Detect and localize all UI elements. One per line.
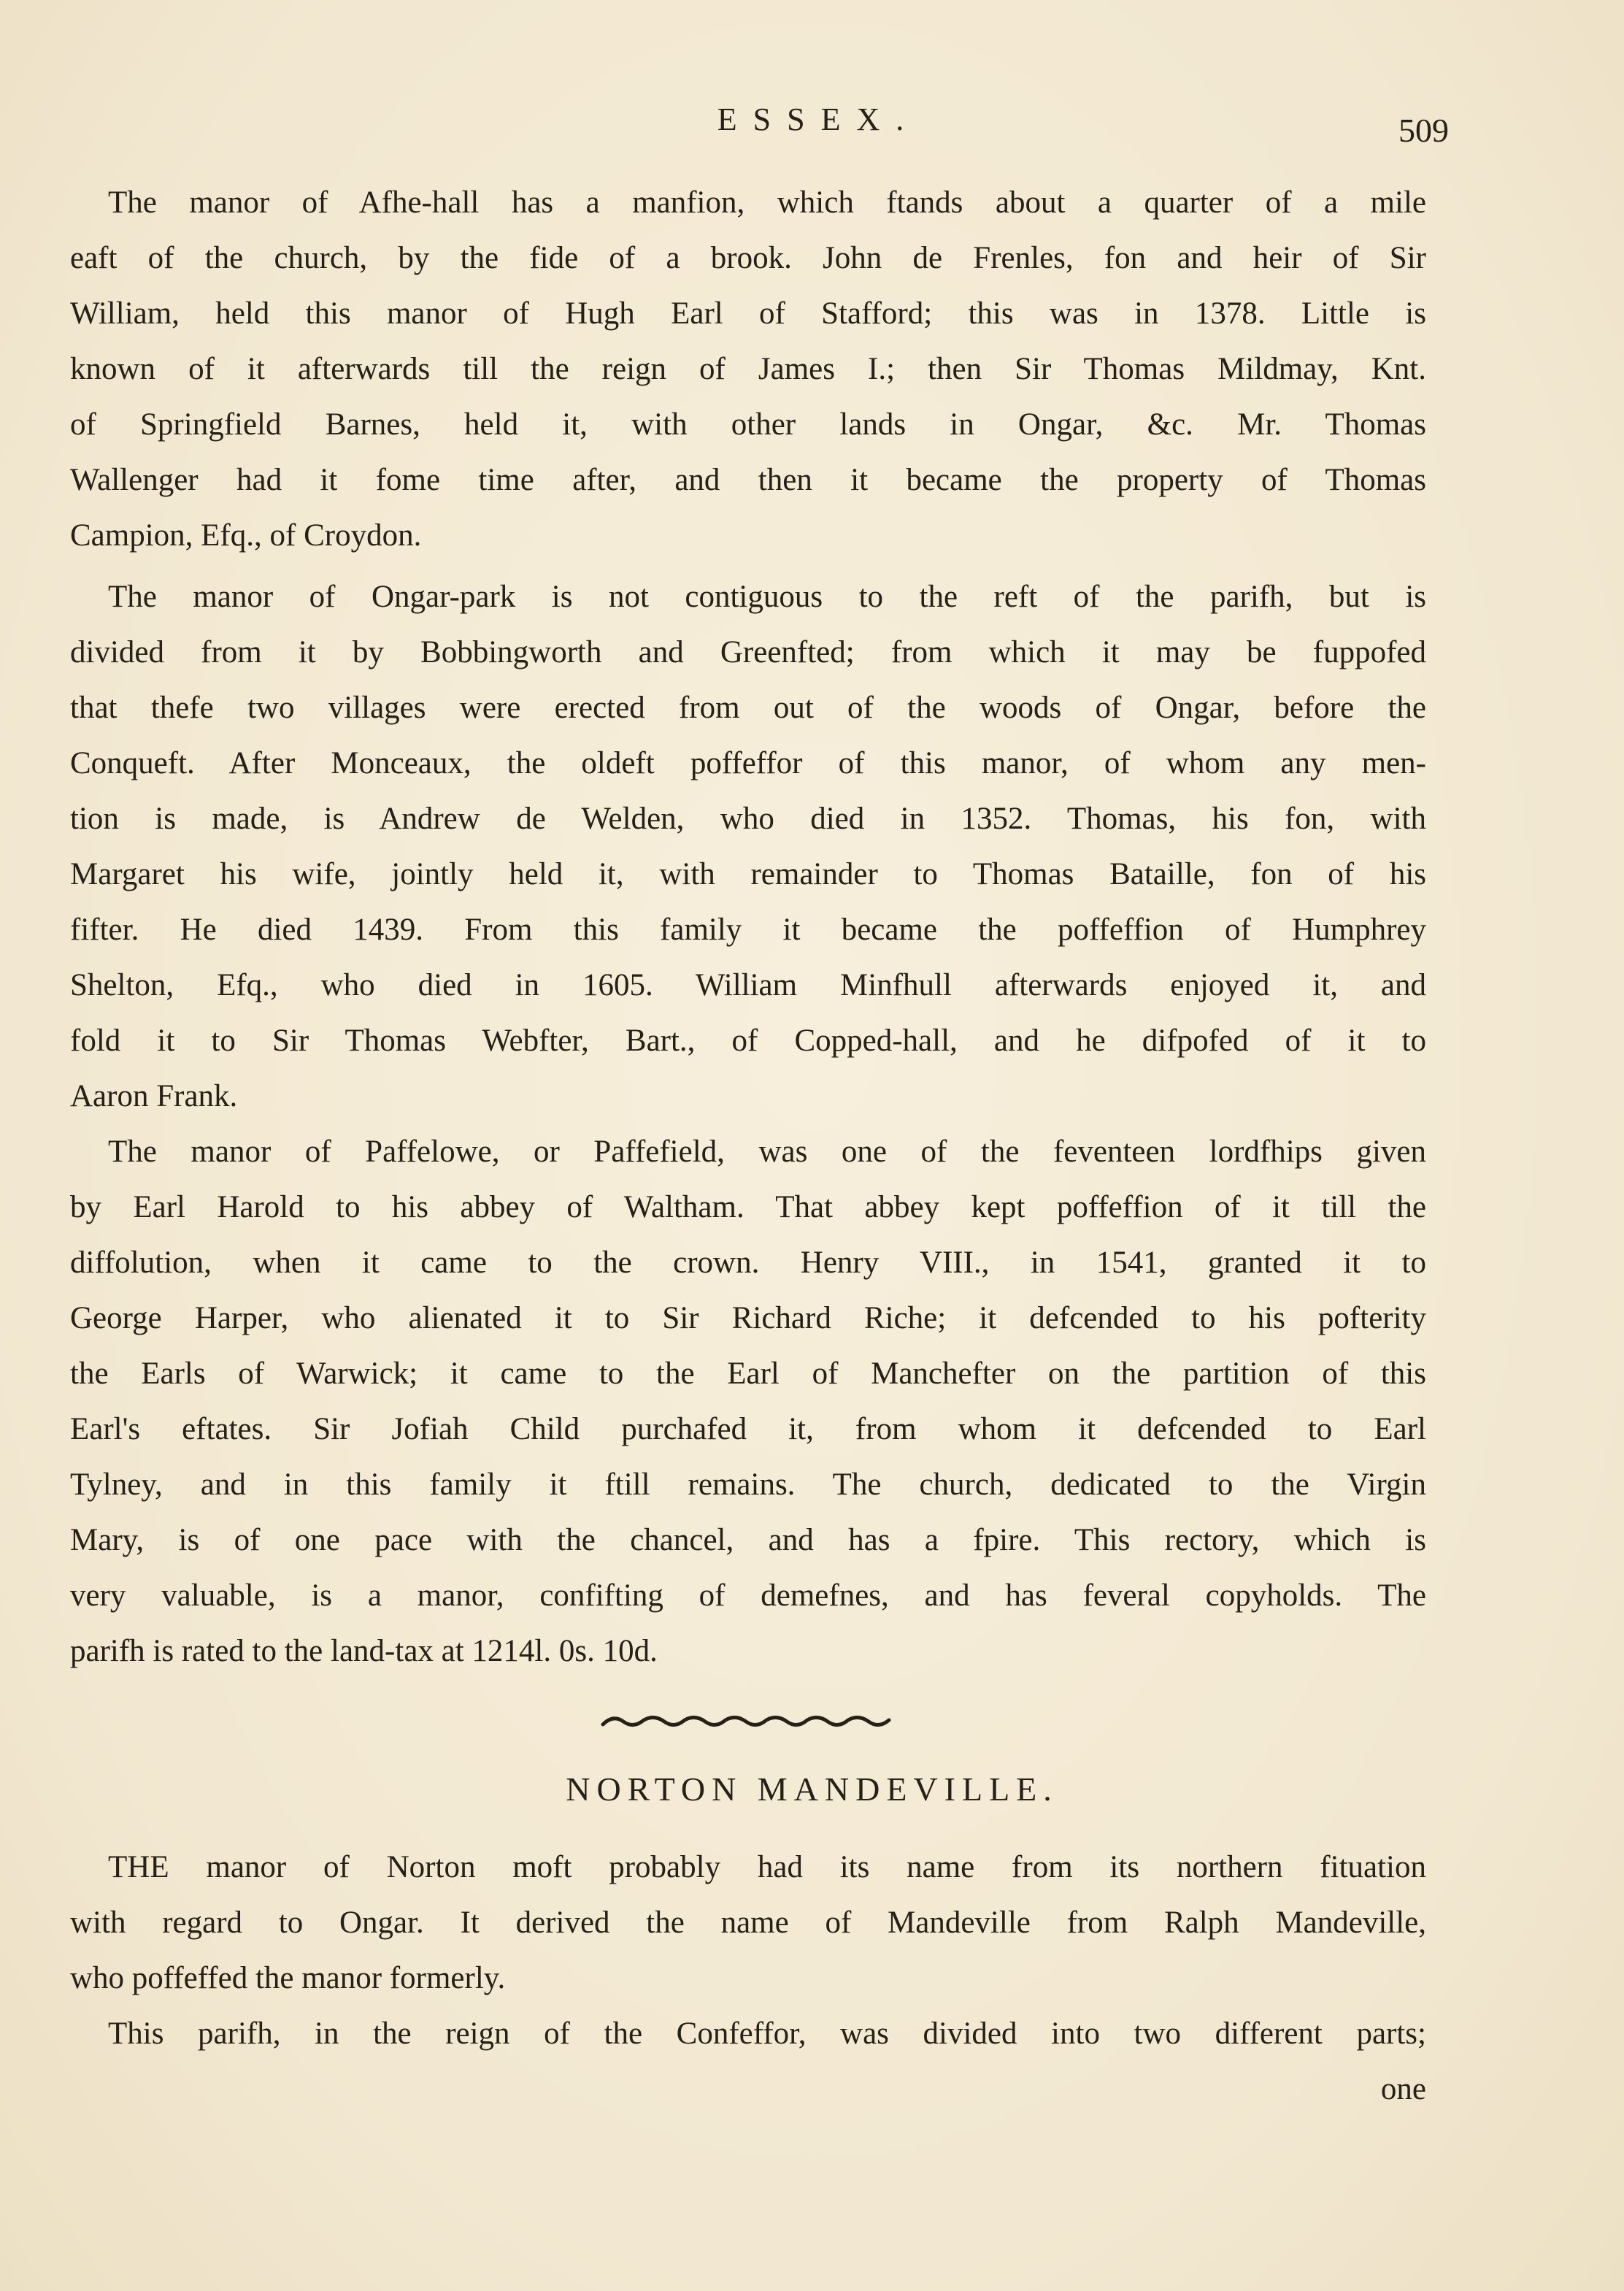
text-line: The manor of Paffelowe, or Paffefield, was one of the feventeen lordfhips given [108, 1135, 1426, 1169]
text-line: the Earls of Warwick; it came to the Earl of Manchefter on the partition of this [70, 1356, 1426, 1391]
text-line: Margaret his wife, jointly held it, with remainder to Thomas Bataille, fon of his [70, 857, 1426, 891]
paragraph-ongar-park [70, 569, 1426, 1124]
text-line: of Springfield Barnes, held it, with other lands in Ongar, &c. Mr. Thomas [70, 407, 1426, 442]
text-line: divided from it by Bobbingworth and Greenfted; from which it may be fuppofed [70, 635, 1426, 669]
running-head: ESSEX. [717, 101, 920, 137]
section-heading: NORTON MANDEVILLE. [566, 1770, 1058, 1808]
text-line: that thefe two villages were erected from out of the woods of Ongar, before the [70, 691, 1426, 725]
text-line: parifh is rated to the land-tax at 1214l. 0s. 10d. [70, 1634, 658, 1668]
text-line: William, held this manor of Hugh Earl of Stafford; this was in 1378. Little is [70, 296, 1426, 331]
paragraph-norton-manor [70, 1840, 1426, 2006]
text-line: fold it to Sir Thomas Webfter, Bart., of Copped-hall, and he difpofed of it to [70, 1024, 1426, 1058]
paragraph-passelowe [70, 1124, 1426, 1679]
text-line: Wallenger had it fome time after, and then it became the property of Thomas [70, 463, 1426, 497]
text-line: very valuable, is a manor, confifting of demefnes, and has feveral copyholds. The [70, 1578, 1426, 1613]
text-line: Conqueft. After Monceaux, the oldeft poffeffor of this manor, of whom any men- [70, 746, 1426, 780]
text-line: fifter. He died 1439. From this family it became the poffeffion of Humphrey [70, 913, 1426, 947]
text-line: known of it afterwards till the reign of James I.; then Sir Thomas Mildmay, Knt. [70, 352, 1426, 386]
decorative-ornament-rule [600, 1711, 892, 1732]
text-line: Mary, is of one pace with the chancel, and has a fpire. This rectory, which is [70, 1523, 1426, 1557]
text-line: Campion, Efq., of Croydon. [70, 518, 422, 553]
text-line: The manor of Ongar-park is not contiguous to the reft of the parifh, but is [108, 580, 1426, 614]
text-line: Tylney, and in this family it ftill remains. The church, dedicated to the Virgin [70, 1467, 1426, 1502]
text-line: Shelton, Efq., who died in 1605. William Minfhull afterwards enjoyed it, and [70, 968, 1426, 1002]
text-line: diffolution, when it came to the crown. Henry VIII., in 1541, granted it to [70, 1246, 1426, 1280]
text-line: The manor of Afhe-hall has a manfion, which ftands about a quarter of a mile [108, 185, 1426, 220]
text-line: with regard to Ongar. It derived the name of Mandeville from Ralph Mandeville, [70, 1906, 1426, 1940]
text-line: George Harper, who alienated it to Sir Richard Riche; it defcended to his pofterity [70, 1301, 1426, 1335]
text-line: THE manor of Norton moft probably had its name from its northern fituation [108, 1850, 1426, 1884]
catchword: one [1380, 2072, 1426, 2106]
text-line: Aaron Frank. [70, 1079, 238, 1113]
text-line: tion is made, is Andrew de Welden, who died in 1352. Thomas, his fon, with [70, 802, 1426, 836]
text-line: This parifh, in the reign of the Confeffor, was divided into two different parts; [108, 2016, 1426, 2051]
page-number: 509 [1398, 112, 1449, 149]
text-line: who poffeffed the manor formerly. [70, 1961, 506, 1995]
paragraph-norton-parish [70, 2006, 1426, 2117]
text-line: Earl's eftates. Sir Jofiah Child purchafed it, from whom it defcended to Earl [70, 1412, 1426, 1446]
text-line: eaft of the church, by the fide of a brook. John de Frenles, fon and heir of Sir [70, 241, 1426, 275]
text-line: by Earl Harold to his abbey of Waltham. That abbey kept poffeffion of it till the [70, 1190, 1426, 1224]
paragraph-ashe-hall [70, 175, 1426, 564]
